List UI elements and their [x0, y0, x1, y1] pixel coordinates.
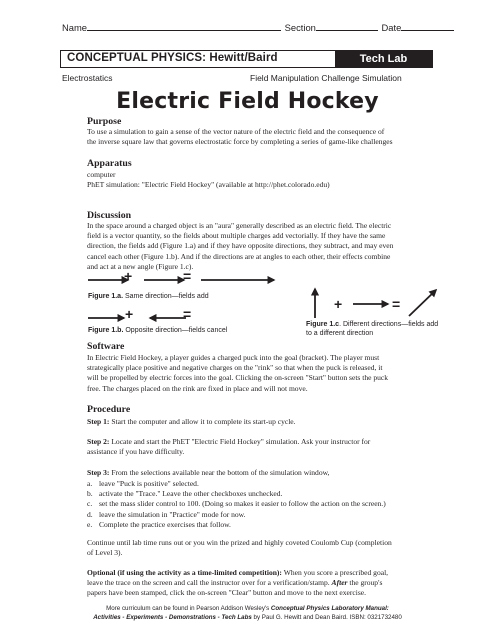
text-line: papers have been stamped, click the on-screen "Clear" button and move to the next exercise.: [87, 588, 367, 598]
figure-1b-caption: [88, 327, 227, 334]
procedure-step-1: [87, 417, 447, 427]
text-line: and act at a new angle (Figure 1.c).: [87, 261, 194, 271]
arrow-diagonal-sum: [409, 290, 436, 316]
step-text: Start the computer and allow it to complete its start-up cycle.: [109, 417, 296, 426]
figure-1a-arrows: [86, 273, 276, 287]
procedure-heading: Procedure: [87, 404, 131, 415]
list-item: Complete the practice exercises that follow.: [99, 519, 231, 529]
text-line: cancel each other (Figure 1.b). And if the directions are at angles to each other, their effects combine: [87, 251, 391, 261]
plus-sign: +: [334, 296, 343, 312]
procedure-step-3: [87, 468, 447, 478]
list-marker: e.: [87, 519, 93, 529]
optional-label: Optional (if using the activity as a time-limited competition):: [87, 568, 282, 577]
figure-1a-caption: [88, 293, 209, 300]
list-item: leave "Puck is positive" selected.: [99, 479, 199, 488]
name-label: Name: [62, 22, 88, 33]
list-marker: b.: [87, 489, 93, 499]
apparatus-text: [87, 170, 447, 190]
section-label: Section: [284, 22, 316, 33]
step-text: Locate and start the PhET "Electric Field Hockey" simulation. Ask your instructor for: [109, 437, 371, 446]
list-item: activate the "Trace." Leave the other checkboxes unchecked.: [99, 489, 283, 499]
plus-sign: +: [125, 306, 134, 322]
course-title: CONCEPTUAL PHYSICS: Hewitt/Baird: [67, 52, 278, 64]
step-text: From the selections available near the bottom of the simulation window,: [109, 468, 330, 477]
figure-label: Figure 1.a.: [88, 293, 124, 300]
figure-label: Figure 1.b.: [88, 327, 124, 334]
text-line: In the space around a charged object is an "aura" generally described as an electric field. The electric: [87, 221, 392, 230]
list-item: leave the simulation in "Practice" mode for now.: [99, 509, 246, 519]
caption-text: to a different direction: [306, 329, 374, 337]
footer-book-subtitle: Activities - Experiments - Demonstrations - Tech Labs: [93, 613, 252, 621]
caption-text: Same direction—fields add: [123, 293, 209, 300]
equals-sign: =: [392, 296, 401, 312]
section-blank[interactable]: [316, 22, 378, 31]
continue-text: [87, 538, 447, 558]
text-line: the group's: [347, 578, 383, 588]
procedure-step-2: [87, 437, 447, 457]
discussion-text: [87, 221, 447, 272]
name-blank[interactable]: [87, 22, 281, 31]
step-text: assistance if you have difficulty.: [87, 447, 185, 457]
figure-1c-arrows: [305, 285, 440, 321]
text-line: direction, the fields add (Figure 1.a) and if they have opposite directions, they subtract, and may even: [87, 241, 394, 251]
footer: [0, 605, 495, 622]
equals-sign: =: [183, 268, 192, 284]
text-line: leave the trace on the screen and call the instructor over for a verification/stamp.: [87, 578, 330, 588]
purpose-text: [87, 127, 447, 147]
optional-text: [87, 568, 447, 599]
step-label: Step 2:: [87, 437, 110, 446]
discussion-heading: Discussion: [87, 210, 132, 221]
text-line: PhET simulation: "Electric Field Hockey" (available at http://phet.colorado.edu): [87, 180, 330, 190]
footer-book-title: Conceptual Physics Laboratory Manual:: [270, 605, 389, 612]
step-label: Step 1:: [87, 417, 110, 426]
apparatus-heading: Apparatus: [87, 158, 132, 169]
text-line: Continue until lab time runs out or you win the prized and highly coveted Coulomb Cup (completion: [87, 538, 392, 547]
equals-sign: =: [183, 306, 192, 322]
text-line: When you score a prescribed goal,: [281, 568, 389, 577]
text-line: computer: [87, 170, 116, 179]
emphasis-after: After: [331, 578, 348, 588]
figure-label: Figure 1.c: [306, 321, 340, 328]
lab-type-badge: Tech Lab: [335, 51, 432, 67]
software-heading: Software: [87, 341, 125, 352]
text-line: In Electric Field Hockey, a player guides a charged puck into the goal (bracket). The player must: [87, 353, 380, 362]
page-title: Electric Field Hockey: [116, 89, 379, 114]
caption-text: . Different directions—fields add: [339, 321, 439, 328]
step-3-list: [87, 479, 447, 530]
caption-text: Opposite direction—fields cancel: [123, 327, 228, 334]
text-line: free. The charges placed on the rink are fixed in place and will not move.: [87, 383, 308, 393]
text-line: of Level 3).: [87, 548, 123, 558]
plus-sign: +: [124, 268, 133, 284]
student-info-header: [62, 22, 454, 33]
list-item: set the mass slider control to 100. (Doing so makes it easier to follow the action on the screen.): [99, 499, 386, 509]
text-line: To use a simulation to gain a sense of the vector nature of the electric field and the consequence of: [87, 127, 385, 136]
purpose-heading: Purpose: [87, 116, 122, 127]
text-line: field is a vector quantity, so the fields about multiple charges add vectorially. If they have the same: [87, 231, 386, 241]
text-line: will be propelled by electric forces into the goal. Clicking the on-screen "Start" button sets the puck: [87, 373, 389, 383]
footer-text: by Paul G. Hewitt and Dean Baird. ISBN: 0321732480: [251, 613, 402, 621]
list-marker: d.: [87, 509, 93, 519]
text-line: strategically place positive and negative charges on the "rink" so that when the puck is released, it: [87, 363, 383, 373]
date-label: Date: [381, 22, 402, 33]
footer-text: More curriculum can be found in Pearson Addison Wesley's: [106, 605, 271, 612]
topic-label: Electrostatics: [62, 73, 113, 83]
list-marker: c.: [87, 499, 93, 509]
figure-1c-caption: [306, 321, 438, 338]
date-blank[interactable]: [401, 22, 454, 31]
step-label: Step 3:: [87, 468, 110, 477]
list-marker: a.: [87, 479, 93, 488]
software-text: [87, 353, 447, 394]
activity-label: Field Manipulation Challenge Simulation: [250, 73, 402, 83]
course-banner: [60, 50, 433, 68]
text-line: the inverse square law that governs electrostatic force by completing a series of game-like challenges: [87, 137, 393, 147]
